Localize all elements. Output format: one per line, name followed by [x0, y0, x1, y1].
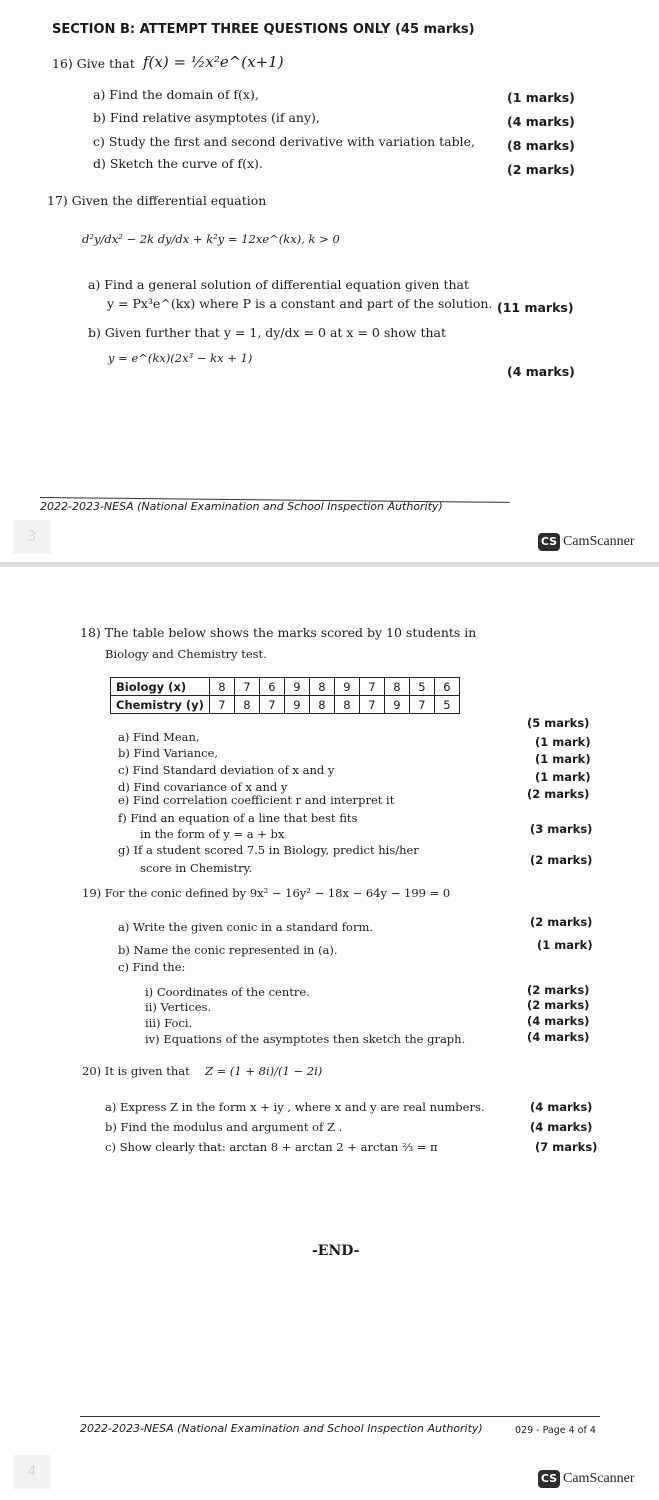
q16-item-d-marks: (2 marks) — [507, 162, 575, 177]
q18-item-e: e) Find correlation coefficient r and interpret it — [118, 793, 395, 807]
q16-function: f(x) = ½x²e^(x+1) — [143, 53, 284, 71]
q18-intro-line1: 18) The table below shows the marks scored by 10 students in — [80, 625, 477, 640]
table-cell: 9 — [334, 678, 359, 696]
page2-footer: 2022-2023-NESA (National Examination and School Inspection Authority) — [80, 1422, 483, 1435]
q19-item-c: c) Find the: — [118, 960, 186, 974]
q19-sub-i-marks: (2 marks) — [527, 983, 590, 997]
q19-item-b-marks: (1 mark) — [537, 938, 593, 952]
q20-item-c-marks: (7 marks) — [535, 1140, 598, 1154]
q18-item-g: g) If a student scored 7.5 in Biology, predict his/her — [118, 843, 419, 857]
q20-item-b: b) Find the modulus and argument of Z . — [105, 1120, 343, 1134]
q19-sub-iii-marks: (4 marks) — [527, 1014, 590, 1028]
q18-item-d: d) Find covariance of x and y — [118, 780, 288, 794]
q16-item-a-marks: (1 marks) — [507, 90, 575, 105]
table-cell: 8 — [309, 696, 334, 714]
table-row-biology — [111, 678, 460, 696]
table-cell: 6 — [434, 678, 459, 696]
table-cell: 7 — [359, 696, 384, 714]
q18-item-a-marks: (5 marks) — [527, 716, 590, 730]
table-cell: 8 — [384, 678, 409, 696]
table-cell: 7 — [234, 678, 259, 696]
table-cell: 8 — [234, 696, 259, 714]
page-reference: 029 - Page 4 of 4 — [515, 1425, 596, 1436]
table-cell: 5 — [434, 696, 459, 714]
q17-b-equation: y = e^(kx)(2x³ − kx + 1) — [108, 351, 253, 365]
q19-sub-iv-marks: (4 marks) — [527, 1030, 590, 1044]
q17-a-line1: a) Find a general solution of differential equation given that — [88, 277, 470, 292]
q20-item-a-marks: (4 marks) — [530, 1100, 593, 1114]
q18-item-a: a) Find Mean, — [118, 730, 200, 744]
q18-intro-line2: Biology and Chemistry test. — [105, 647, 267, 661]
q17-equation: d²y/dx² − 2k dy/dx + k²y = 12xe^(kx), k > 0 — [82, 232, 340, 246]
exam-page-3 — [0, 0, 659, 520]
page2-footer-rule — [80, 1416, 600, 1417]
table-cell: 7 — [259, 696, 284, 714]
table-cell: 7 — [359, 678, 384, 696]
end-marker: -END- — [312, 1243, 360, 1259]
q16-item-d: d) Sketch the curve of f(x). — [93, 156, 263, 171]
q19-item-a: a) Write the given conic in a standard form. — [118, 920, 374, 934]
camscanner-text: CamScanner — [563, 1471, 635, 1486]
q19-sub-i: i) Coordinates of the centre. — [145, 985, 310, 999]
q18-item-b: b) Find Variance, — [118, 746, 219, 760]
q16-item-b: b) Find relative asymptotes (if any), — [93, 110, 320, 125]
page1-footer: 2022-2023-NESA (National Examination and School Inspection Authority) — [40, 500, 443, 513]
table-cell: 5 — [409, 678, 434, 696]
table-header-biology: Biology (x) — [111, 678, 210, 696]
q18-item-c-marks: (1 mark) — [535, 752, 591, 766]
table-cell: 7 — [209, 696, 234, 714]
marks-table — [110, 677, 460, 714]
table-cell: 8 — [209, 678, 234, 696]
table-cell: 6 — [259, 678, 284, 696]
q18-item-f-line2: in the form of y = a + bx — [140, 827, 285, 841]
q20-equation: Z = (1 + 8i)/(1 − 2i) — [205, 1064, 323, 1078]
table-cell: 8 — [309, 678, 334, 696]
table-row-chemistry — [111, 696, 460, 714]
q20-item-a: a) Express Z in the form x + iy , where x and y are real numbers. — [105, 1100, 485, 1114]
q18-item-g-line2: score in Chemistry. — [140, 861, 253, 875]
scan-page-number-4: 4 — [13, 1455, 51, 1489]
camscanner-watermark-1 — [538, 533, 635, 551]
camscanner-logo-icon: CS — [538, 533, 560, 551]
q16-item-c: c) Study the first and second derivative with variation table, — [93, 134, 475, 149]
q19-sub-iii: iii) Foci. — [145, 1016, 193, 1030]
table-cell: 8 — [334, 696, 359, 714]
q18-item-e-marks: (2 marks) — [527, 787, 590, 801]
q19-item-b: b) Name the conic represented in (a). — [118, 943, 338, 957]
q17-b-line: b) Given further that y = 1, dy/dx = 0 at x = 0 show that — [88, 325, 447, 340]
q17-intro: 17) Given the differential equation — [47, 193, 267, 208]
q17-a-marks: (11 marks) — [497, 300, 574, 315]
q19-item-a-marks: (2 marks) — [530, 915, 593, 929]
q20-intro: 20) It is given that — [82, 1064, 190, 1078]
q16-item-c-marks: (8 marks) — [507, 138, 575, 153]
q16-item-a: a) Find the domain of f(x), — [93, 87, 259, 102]
table-cell: 9 — [284, 696, 309, 714]
camscanner-text: CamScanner — [563, 534, 635, 549]
q16-intro: 16) Give that — [52, 56, 135, 71]
q18-item-g-marks: (2 marks) — [530, 853, 593, 867]
table-cell: 9 — [384, 696, 409, 714]
q16-item-b-marks: (4 marks) — [507, 114, 575, 129]
table-cell: 7 — [409, 696, 434, 714]
q17-a-line2: y = Px³e^(kx) where P is a constant and part of the solution. — [107, 296, 493, 311]
section-title: SECTION B: ATTEMPT THREE QUESTIONS ONLY (45 marks) — [52, 22, 475, 37]
q19-sub-ii: ii) Vertices. — [145, 1000, 212, 1014]
q18-item-b-marks: (1 mark) — [535, 735, 591, 749]
table-header-chemistry: Chemistry (y) — [111, 696, 210, 714]
q19-sub-ii-marks: (2 marks) — [527, 998, 590, 1012]
camscanner-watermark-2 — [538, 1470, 635, 1488]
q18-item-d-marks: (1 mark) — [535, 770, 591, 784]
scan-page-number-3: 3 — [13, 520, 51, 554]
camscanner-logo-icon: CS — [538, 1470, 560, 1488]
q19-sub-iv: iv) Equations of the asymptotes then sketch the graph. — [145, 1032, 466, 1046]
q18-item-f: f) Find an equation of a line that best fits — [118, 811, 358, 825]
q17-b-marks: (4 marks) — [507, 364, 575, 379]
q18-item-f-marks: (3 marks) — [530, 822, 593, 836]
q20-item-c: c) Show clearly that: arctan 8 + arctan 2 + arctan ⅔ = π — [105, 1140, 438, 1154]
q20-item-b-marks: (4 marks) — [530, 1120, 593, 1134]
q18-item-c: c) Find Standard deviation of x and y — [118, 763, 335, 777]
q19-intro: 19) For the conic defined by 9x² − 16y² − 18x − 64y − 199 = 0 — [82, 886, 451, 900]
table-cell: 9 — [284, 678, 309, 696]
